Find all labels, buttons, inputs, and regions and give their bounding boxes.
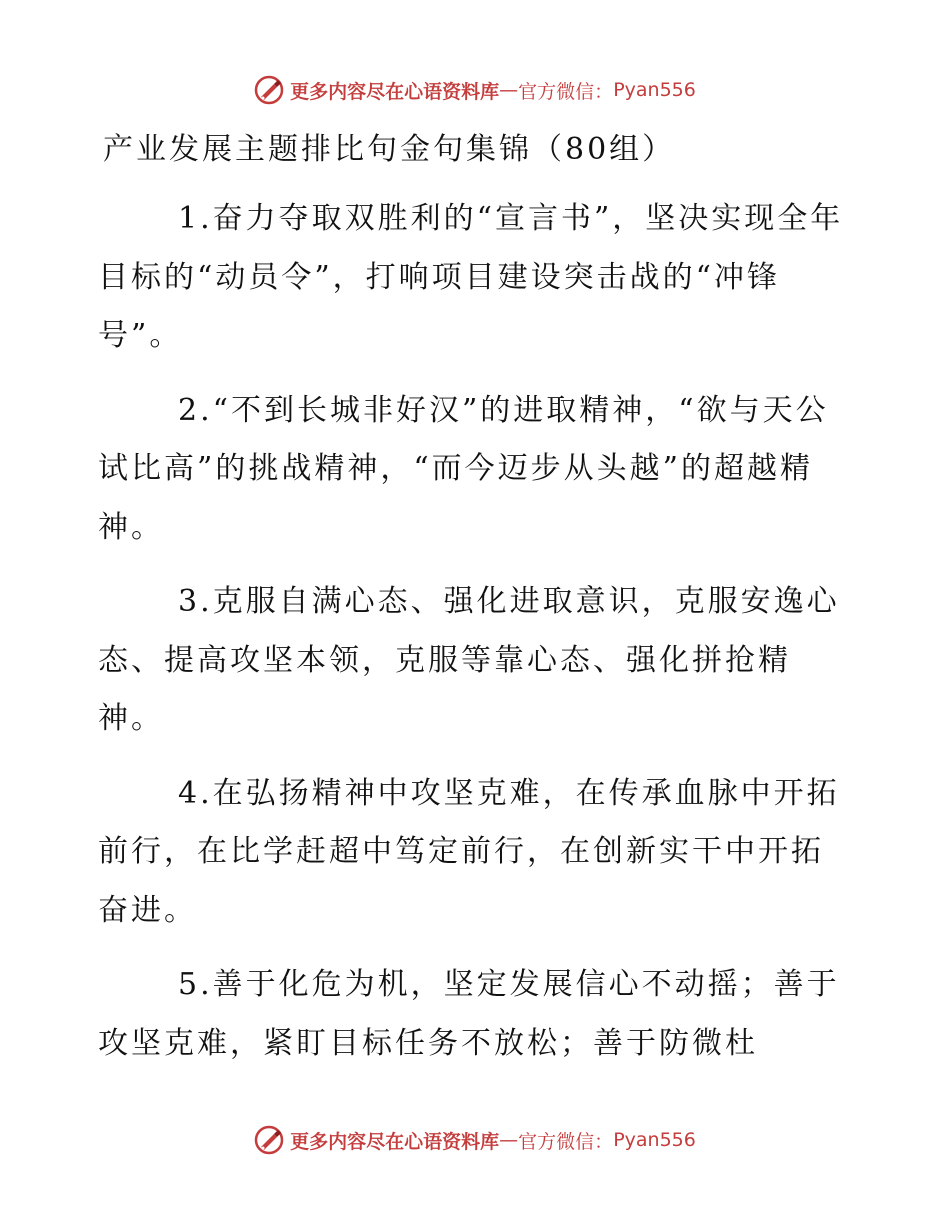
watermark-dash: —	[499, 79, 519, 101]
paragraph-3: 3.克服自满心态、强化进取意识，克服安逸心态、提高攻坚本领，克服等靠心态、强化拼抢精神。	[98, 584, 840, 736]
paragraph-2: 2.“不到长城非好汉”的进取精神，“欲与天公试比高”的挑战精神，“而今迈步从头越”的超越精神。	[98, 392, 829, 545]
pen-logo-icon	[254, 75, 284, 105]
watermark-brand: 更多内容尽在心语资料库	[290, 1130, 500, 1153]
pen-logo-icon	[254, 1125, 284, 1155]
watermark-official: 官方微信：	[518, 80, 614, 103]
watermark-account: Pyan556	[613, 79, 696, 101]
paragraph-1: 1.奋力夺取双胜利的“宣言书”，坚决实现全年目标的“动员令”，打响项目建设突击战的“冲锋号”。	[98, 201, 844, 353]
paragraph-5: 5.善于化危为机，坚定发展信心不动摇；善于攻坚克难，紧盯目标任务不放松；善于防微杜	[98, 967, 840, 1061]
header-watermark	[0, 70, 950, 110]
watermark-account: Pyan556	[613, 1129, 696, 1151]
watermark-brand: 更多内容尽在心语资料库	[290, 80, 500, 103]
document-body	[98, 190, 853, 1089]
footer-watermark	[0, 1120, 950, 1160]
paragraph-4: 4.在弘扬精神中攻坚克难，在传承血脉中开拓前行，在比学赶超中笃定前行，在创新实干中开拓奋进。	[98, 775, 840, 928]
watermark-official: 官方微信：	[518, 1130, 614, 1153]
document-title: 产业发展主题排比句金句集锦（80组）	[103, 132, 676, 167]
watermark-dash: —	[499, 1129, 519, 1151]
